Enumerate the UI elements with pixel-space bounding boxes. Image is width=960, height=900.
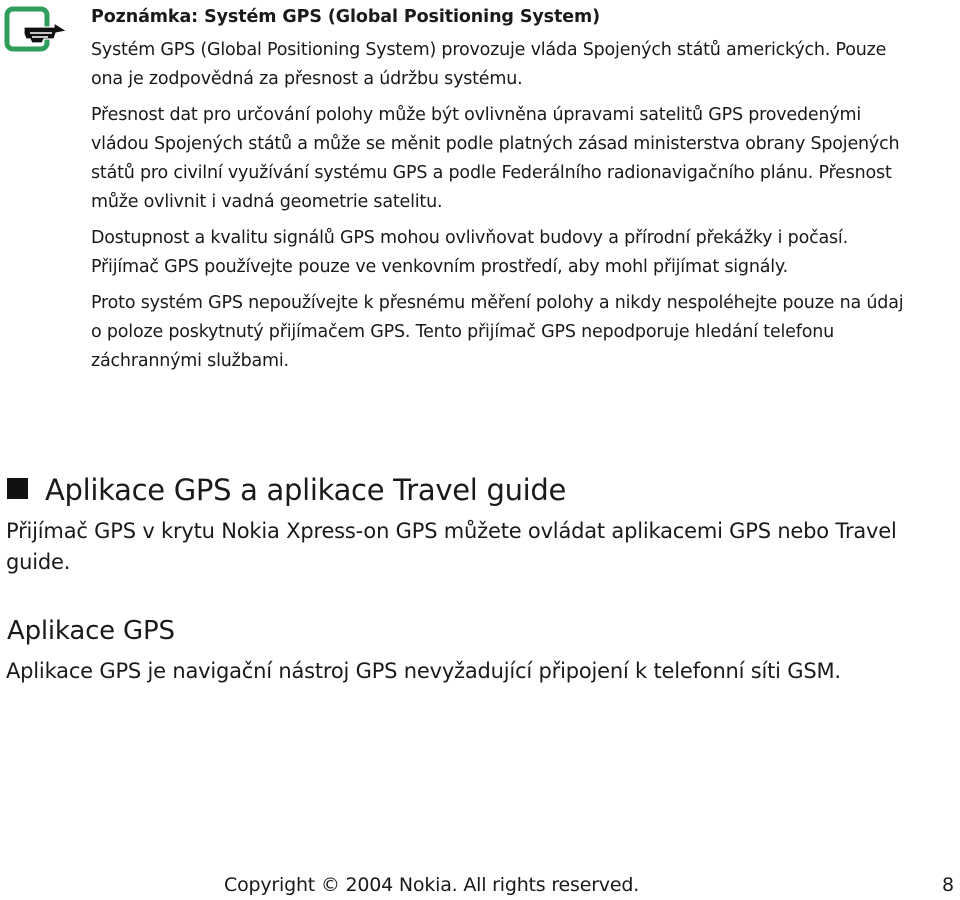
- section-intro: Přijímač GPS v krytu Nokia Xpress-on GPS můžete ovládat aplikacemi GPS nebo Travel guide.: [6, 519, 897, 574]
- square-bullet-icon: [7, 478, 28, 499]
- note-paragraph: Dostupnost a kvalitu signálů GPS mohou ovlivňovat budovy a přírodní překážky i počasí. Přijímač GPS používejte pouze ve venkovním prostředí, aby mohl přijímat signály.: [91, 228, 848, 277]
- footer-copyright: Copyright © 2004 Nokia. All rights reserved.: [224, 874, 640, 896]
- note-box: [91, 4, 911, 383]
- note-title: Poznámka: Systém GPS (Global Positioning System): [91, 7, 601, 27]
- section-title: Aplikace GPS a aplikace Travel guide: [45, 473, 567, 507]
- note-paragraph: Proto systém GPS nepoužívejte k přesnému měření polohy a nikdy nespoléhejte pouze na údaj o poloze poskytnutý přijímačem GPS. Tento přijímač GPS nepodporuje hledání telefonu záchrannými službami.: [91, 293, 904, 371]
- section-heading: [7, 470, 566, 510]
- subsection-title: Aplikace GPS: [7, 616, 175, 646]
- subsection-text: Aplikace GPS je navigační nástroj GPS nevyžadující připojení k telefonní síti GSM.: [6, 659, 841, 683]
- page-number: 8: [942, 874, 955, 896]
- note-paragraph: Přesnost dat pro určování polohy může být ovlivněna úpravami satelitů GPS provedenými vládou Spojených států a může se měnit podle platných zásad ministerstva obrany Spojených států pro civilní využívání systému GPS a podle Federálního radionavigačního plánu. Přesnost může ovlivnit i vadná geometrie satelitu.: [91, 105, 900, 212]
- note-paragraph: Systém GPS (Global Positioning System) provozuje vláda Spojených států amerických. Pouze ona je zodpovědná za přesnost a údržbu systému.: [91, 40, 887, 89]
- note-hand-icon: [4, 6, 72, 56]
